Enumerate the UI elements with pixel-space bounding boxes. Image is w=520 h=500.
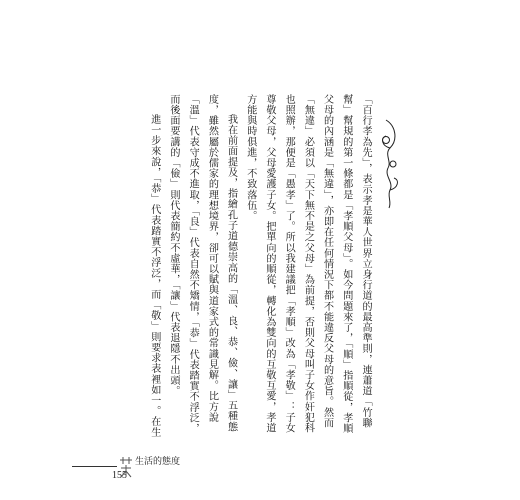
footer-rule: [72, 466, 117, 467]
vertical-body-text: [148, 94, 375, 440]
paragraph-1: 「百行孝為先」，表示孝是華人世界立身行道的最高準則，連蕭道「竹聯幫」幫規的第一條都是「孝順父母」。如今問題來了，「順」指順從，孝順父母的內涵是「無違」，亦即在任何情況下都不能違反父母的意旨。然而「無違」必須以「天下無不是之父母」為前提，否則父母叫子女作奸犯科也照辦，那便是「愚孝」了。所以我建議把「孝順」改為「孝敬」：子女尊敬父母，父母愛護子女。把單向的順從，轉化為雙向的互敬互愛，孝道方能與時俱進，不致落伍。: [244, 94, 371, 434]
swirl-ornament-icon: [378, 118, 404, 210]
running-title: 生活的態度: [135, 457, 181, 467]
page-number: 155: [112, 470, 127, 481]
paragraph-2: 我在前面提及，指繪孔子道德崇高的「溫、良、恭、儉、讓」五種態度，雖然屬於儒家的理想境界，卻可以賦與道家式的常識見解。比方說「溫」代表守成不進取，「良」代表自然不矯情，「恭」代表踏實不浮泛，而後面要講的「儉」則代表簡約不虛華，「讓」代表退隱不出頭。: [167, 94, 237, 434]
footer-ornament-icon: [118, 456, 134, 478]
paragraph-3: 進一步來說，「恭」代表踏實不浮泛，而「敬」則要求表裡如一。在生: [148, 114, 160, 438]
